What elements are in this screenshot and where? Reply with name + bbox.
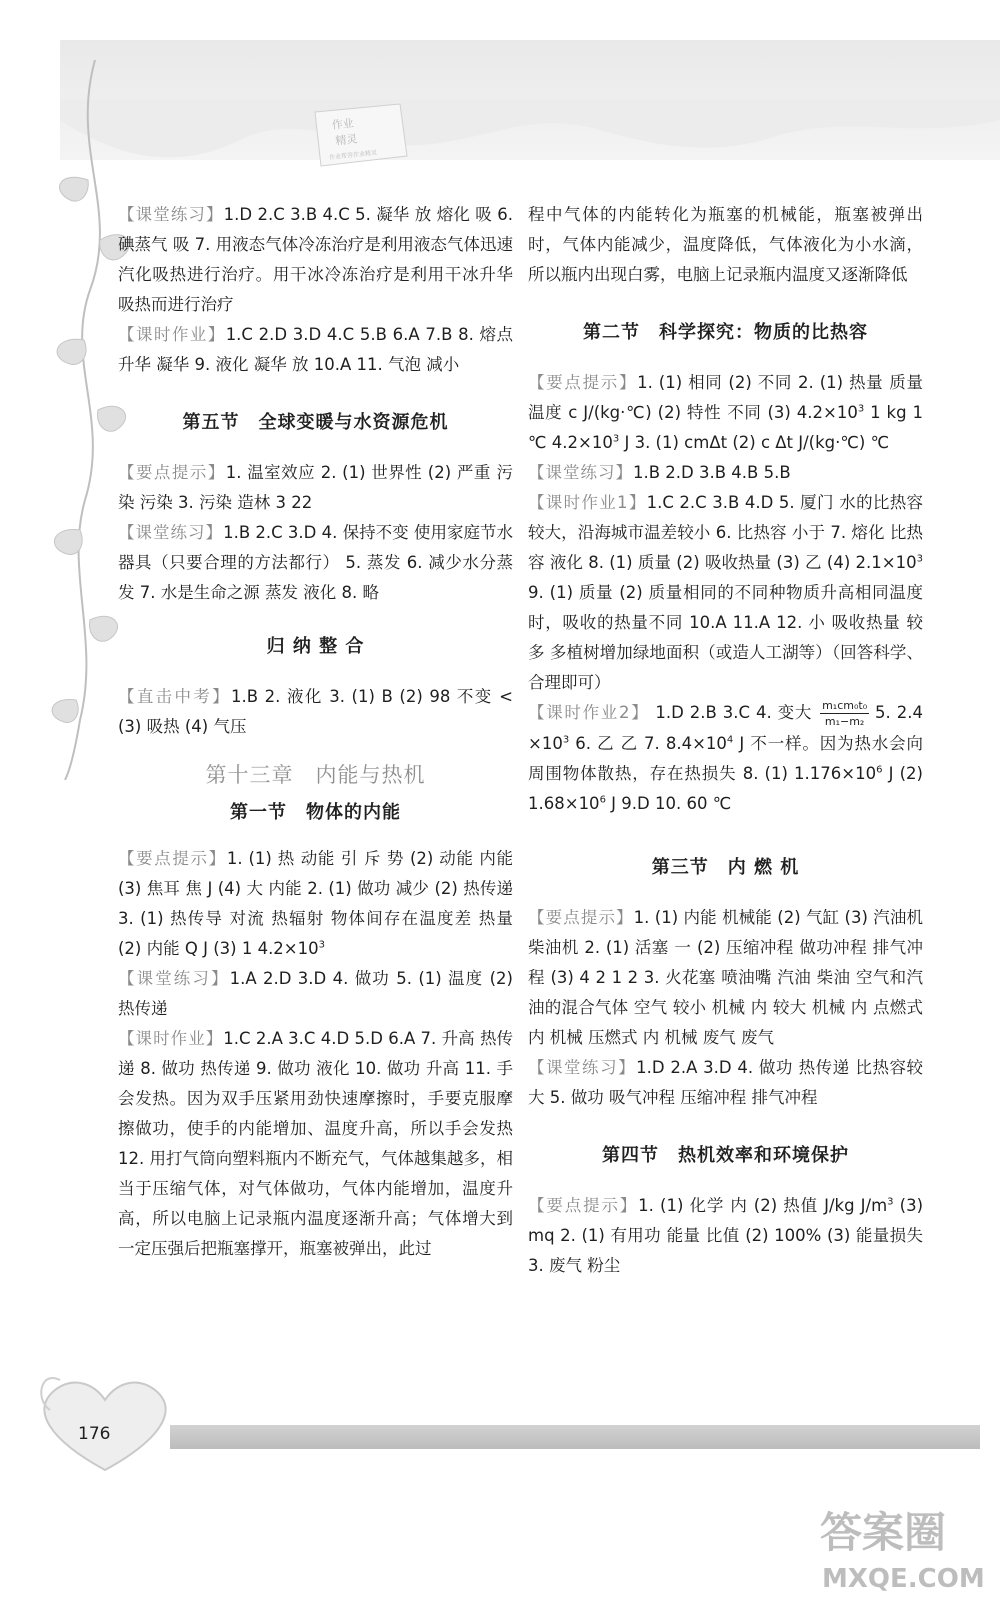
answer-text: 9. (1) 质量 (2) 质量相同的不同种物质升高相同温度时，吸收的热量不同 10.A 11.A 12. 小 吸收热量 较多 多植树增加绿地面积（或造人工湖等）（回答科学、合理即可） bbox=[528, 583, 923, 692]
answer-text: 1.B 2.C 3.D 4. 保持不变 使用家庭节水器具（只要合理的方法都行） 5. 蒸发 6. 减少水分蒸发 7. 水是生命之源 蒸发 液化 8. 略 bbox=[118, 523, 513, 602]
spacer bbox=[528, 1171, 923, 1191]
answer-text: 1.D 2.C 3.B 4.C 5. 凝华 放 熔化 吸 6. 碘蒸气 吸 7. 用液态气体冷冻治疗是利用液态气体迅速汽化吸热进行治疗。用干冰冷冻治疗是利用干冰升华吸热而进行治疗 bbox=[118, 205, 514, 314]
left-column bbox=[118, 200, 513, 1264]
section-heading: 第一节 物体的内能 bbox=[230, 802, 401, 823]
answer-paragraph bbox=[118, 682, 513, 742]
section-tag: 【课堂练习】 bbox=[528, 463, 633, 482]
spacer bbox=[118, 438, 513, 458]
page-number: 176 bbox=[78, 1424, 111, 1444]
fraction-denominator: m₁−m₂ bbox=[824, 715, 865, 728]
chapter-heading: 第十三章 内能与热机 bbox=[205, 763, 426, 787]
exponent: 6 bbox=[876, 764, 883, 776]
footer-bar bbox=[170, 1425, 980, 1449]
spacer bbox=[118, 790, 513, 798]
answer-text: J (2) 1.68×10 bbox=[528, 764, 923, 813]
answer-text: 1 kg 1 ℃ 4.2×10 bbox=[528, 403, 923, 452]
answer-paragraph bbox=[118, 844, 513, 964]
answer-paragraph bbox=[528, 1053, 923, 1113]
answer-text: 1.A 2.D 3.D 4. 做功 5. (1) 温度 (2) 热传递 bbox=[118, 969, 513, 1018]
answer-text: 1. 温室效应 2. (1) 世界性 (2) 严重 污染 污染 3. 污染 造林 3 22 bbox=[118, 463, 514, 512]
section-tag: 【课堂练习】 bbox=[118, 205, 224, 224]
section-tag: 【课堂练习】 bbox=[528, 1058, 637, 1077]
answer-text: 6. 乙 乙 7. 8.4×10 bbox=[569, 734, 727, 753]
answer-text: (3) mq 2. (1) 有用功 能量 比值 (2) 100% (3) 能量损失 3. 废气 粉尘 bbox=[528, 1196, 924, 1275]
watermark-main: 答案圈 bbox=[820, 1508, 947, 1557]
spacer bbox=[528, 819, 923, 853]
section-tag: 【课堂练习】 bbox=[118, 523, 224, 542]
spacer bbox=[118, 662, 513, 682]
answer-text: 程中气体的内能转化为瓶塞的机械能，瓶塞被弹出时，气体内能减少，温度降低，气体液化为小水滴，所以瓶内出现白雾，电脑上记录瓶内温度又逐渐降低 bbox=[528, 205, 923, 284]
answer-text: 1.D 2.A 3.D 4. 做功 热传递 比热容较大 5. 做功 吸气冲程 压缩冲程 排气冲程 bbox=[528, 1058, 923, 1107]
answer-paragraph bbox=[118, 964, 513, 1024]
right-column bbox=[528, 200, 923, 1281]
section-tag: 【直击中考】 bbox=[118, 687, 232, 706]
section-tag: 【课时作业1】 bbox=[528, 493, 647, 512]
answer-text: J 3. (1) cmΔt (2) c Δt J/(kg·℃) ℃ bbox=[619, 433, 890, 452]
answer-paragraph bbox=[528, 488, 923, 698]
answer-text: 1. (1) 相同 (2) 不同 2. (1) 热量 质量 温度 c J/(kg·℃) (2) 特性 不同 (3) 4.2×10 bbox=[528, 373, 923, 422]
answer-text: 5. 2.4×10 bbox=[528, 703, 923, 753]
answer-text: 1. (1) 化学 内 (2) 热值 J/kg J/m bbox=[638, 1196, 888, 1215]
exponent: 3 bbox=[612, 433, 620, 445]
answer-text: 1.C 2.A 3.C 4.D 5.D 6.A 7. 升高 热传递 8. 做功 热传递 9. 做功 液化 10. 做功 升高 11. 手会发热。因为双手压紧用劲快速摩擦时，手要克服摩擦做功，使手的内能增加、温度升高，所以手会发热 12. 用打气筒向塑料瓶内不断充气，气体越集越多，相当于压缩气体，对气体做功，气体内能增加，温度升高，所以电脑上记录瓶内温度逐渐升高；气体增大到一定压强后把瓶塞撑开，瓶塞被弹出，此过 bbox=[118, 1029, 514, 1258]
exponent: 3 bbox=[857, 403, 865, 415]
section-tag: 【要点提示】 bbox=[118, 849, 227, 868]
fraction bbox=[820, 698, 869, 729]
watermark bbox=[810, 1495, 995, 1600]
section-heading: 第二节 科学探究：物质的比热容 bbox=[583, 322, 868, 343]
section-tag: 【要点提示】 bbox=[118, 463, 226, 482]
spacer bbox=[118, 828, 513, 844]
logo-line3: 作业帮答作业精灵 bbox=[328, 149, 378, 162]
answer-text: J 9.D 10. 60 ℃ bbox=[605, 794, 732, 813]
header-wave bbox=[60, 100, 1000, 180]
section-tag: 【课时作业2】 bbox=[528, 703, 650, 722]
logo-stamp bbox=[305, 100, 415, 170]
answer-paragraph bbox=[118, 320, 513, 380]
spacer bbox=[118, 380, 513, 408]
spacer bbox=[118, 742, 513, 760]
exponent: 3 bbox=[887, 1196, 894, 1208]
section-heading: 第三节 内 燃 机 bbox=[651, 857, 800, 878]
section-heading: 归 纳 整 合 bbox=[266, 636, 365, 657]
answer-paragraph bbox=[528, 698, 923, 819]
answer-text: 1.D 2.B 3.C 4. 变大 bbox=[649, 703, 813, 722]
exponent: 3 bbox=[562, 734, 570, 746]
exponent: 4 bbox=[726, 734, 734, 746]
spacer bbox=[528, 348, 923, 368]
section-tag: 【课时作业】 bbox=[118, 1029, 224, 1048]
section-tag: 【要点提示】 bbox=[528, 373, 638, 392]
answer-paragraph bbox=[528, 458, 923, 488]
answer-paragraph bbox=[528, 368, 923, 458]
section-tag: 【课堂练习】 bbox=[118, 969, 230, 988]
spacer bbox=[118, 608, 513, 632]
exponent: 3 bbox=[916, 553, 923, 565]
answer-text: J 不一样。因为热水会向周围物体散热，存在热损失 8. (1) 1.176×10 bbox=[528, 734, 923, 783]
answer-text: 1. (1) 内能 机械能 (2) 气缸 (3) 汽油机 柴油机 2. (1) 活塞 一 (2) 压缩冲程 做功冲程 排气冲程 (3) 4 2 1 2 3. 火花塞 喷油嘴 汽油 柴油 空气和汽油的混合气体 空气 较小 机械 内 较大 机械 内 点燃式 内 机械 压燃式 内 机械 废气 废气 bbox=[528, 908, 924, 1047]
spacer bbox=[528, 290, 923, 318]
answer-paragraph bbox=[118, 458, 513, 518]
answer-paragraph bbox=[528, 1191, 923, 1281]
fraction-numerator: m₁cm₀t₀ bbox=[822, 699, 868, 712]
spacer bbox=[528, 883, 923, 903]
answer-text: 1.C 2.C 3.B 4.D 5. 厦门 水的比热容较大，沿海城市温差较小 6. 比热容 小于 7. 熔化 比热容 液化 8. (1) 质量 (2) 吸收热量 (3) 乙 (4) 2.1×10 bbox=[528, 493, 924, 572]
section-tag: 【要点提示】 bbox=[528, 908, 634, 927]
answer-text: 1.C 2.D 3.D 4.C 5.B 6.A 7.B 8. 熔点 升华 凝华 9. 液化 凝华 放 10.A 11. 气泡 减小 bbox=[118, 325, 513, 374]
answer-paragraph bbox=[118, 518, 513, 608]
section-heading: 第四节 热机效率和环境保护 bbox=[602, 1145, 849, 1166]
section-tag: 【课时作业】 bbox=[118, 325, 226, 344]
exponent: 6 bbox=[599, 794, 606, 806]
section-tag: 【要点提示】 bbox=[528, 1196, 639, 1215]
answer-text: 1.B 2.D 3.B 4.B 5.B bbox=[633, 463, 791, 482]
answer-paragraph bbox=[528, 903, 923, 1053]
answer-paragraph bbox=[528, 200, 923, 290]
logo-line2: 精灵 bbox=[334, 132, 359, 148]
logo-line1: 作业 bbox=[331, 116, 355, 132]
answer-paragraph bbox=[118, 1024, 513, 1264]
section-heading: 第五节 全球变暖与水资源危机 bbox=[182, 412, 449, 433]
answer-text: 1. (1) 热 动能 引 斥 势 (2) 动能 内能 (3) 焦耳 焦 J (4) 大 内能 2. (1) 做功 减少 (2) 热传递 3. (1) 热传导 对流 热辐射 物体间存在温度差 热量 (2) 内能 Q J (3) 1 4.2×10 bbox=[118, 849, 513, 958]
answer-text: 1.B 2. 液化 3. (1) B (2) 98 不变 < (3) 吸热 (4) 气压 bbox=[118, 687, 514, 736]
exponent: 3 bbox=[318, 939, 326, 951]
watermark-sub: MXQE.COM bbox=[822, 1564, 985, 1594]
spacer bbox=[528, 1113, 923, 1141]
answer-paragraph bbox=[118, 200, 513, 320]
